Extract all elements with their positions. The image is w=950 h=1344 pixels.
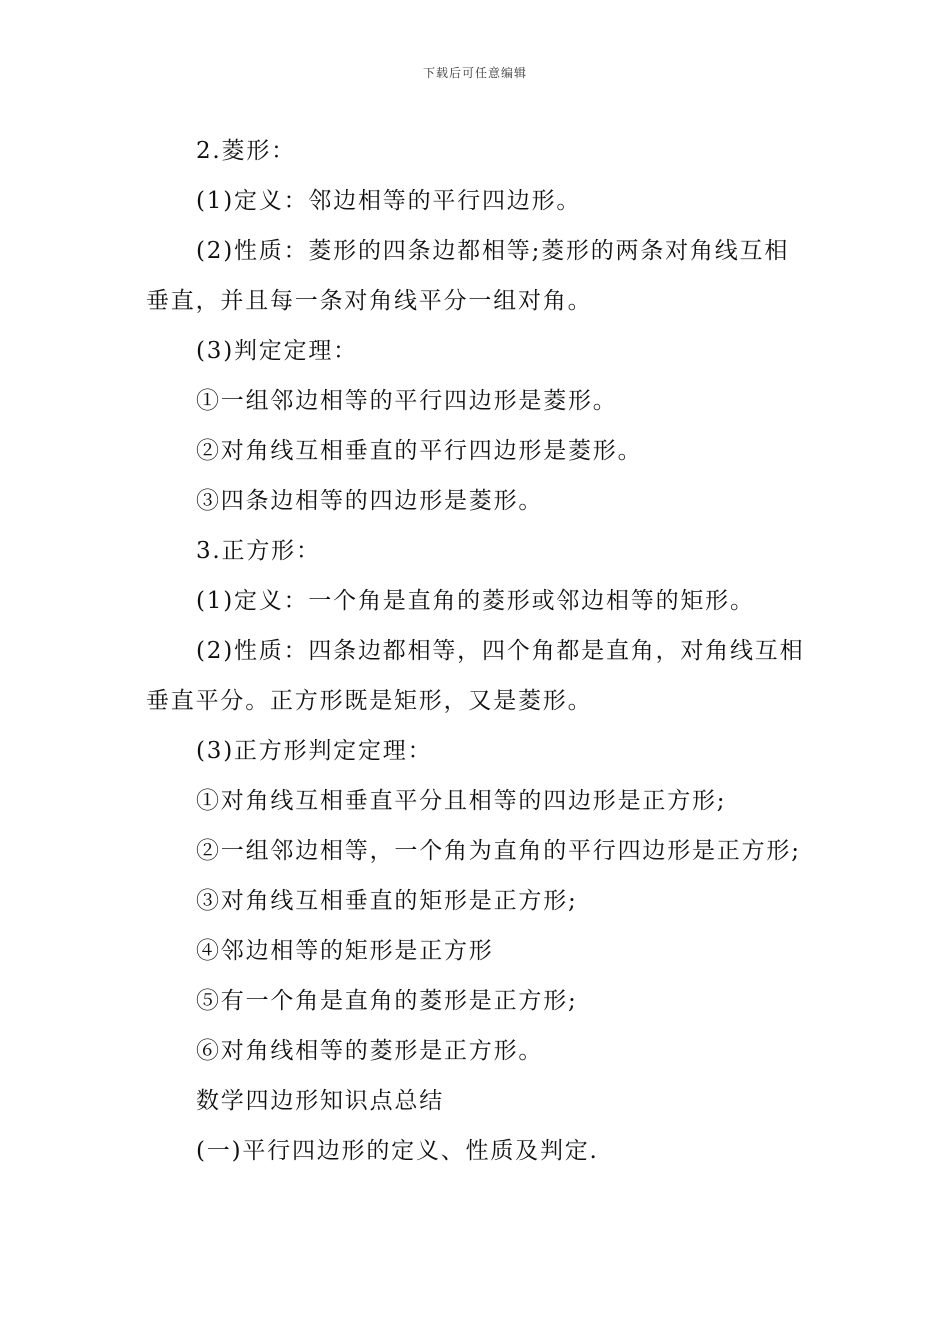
square-properties: (2)性质：四条边都相等，四个角都是直角，对角线互相垂直平分。正方形既是矩形，又是菱形。 (146, 638, 805, 714)
square-theorem-2: ②一组邻边相等，一个角为直角的平行四边形是正方形; (196, 838, 801, 864)
square-theorem-1: ①对角线互相垂直平分且相等的四边形是正方形; (196, 788, 727, 814)
square-theorem-3: ③对角线互相垂直的矩形是正方形; (196, 888, 578, 914)
rhombus-theorem-heading: (3)判定定理： (196, 338, 358, 364)
square-theorem-5: ⑤有一个角是直角的菱形是正方形; (196, 988, 578, 1014)
square-theorem-6: ⑥对角线相等的菱形是正方形。 (196, 1038, 544, 1064)
rhombus-properties: (2)性质：菱形的四条边都相等;菱形的两条对角线互相垂直，并且每一条对角线平分一组对角。 (146, 238, 790, 314)
document-body (146, 126, 810, 1176)
rhombus-definition: (1)定义：邻边相等的平行四边形。 (196, 188, 582, 214)
rhombus-theorem-3: ③四条边相等的四边形是菱形。 (196, 488, 544, 514)
rhombus-theorem-2: ②对角线互相垂直的平行四边形是菱形。 (196, 438, 643, 464)
square-definition: (1)定义：一个角是直角的菱形或邻边相等的矩形。 (196, 588, 755, 614)
parallelogram-heading: (一)平行四边形的定义、性质及判定. (196, 1138, 599, 1164)
square-theorem-heading: (3)正方形判定定理： (196, 738, 433, 764)
section-heading-rhombus: 2.菱形： (196, 138, 296, 164)
rhombus-theorem-1: ①一组邻边相等的平行四边形是菱形。 (196, 388, 618, 414)
page-header: 下载后可任意编辑 (422, 66, 527, 80)
section-heading-square: 3.正方形： (196, 538, 321, 564)
square-theorem-4: ④邻边相等的矩形是正方形 (196, 938, 494, 964)
summary-title: 数学四边形知识点总结 (196, 1088, 444, 1114)
